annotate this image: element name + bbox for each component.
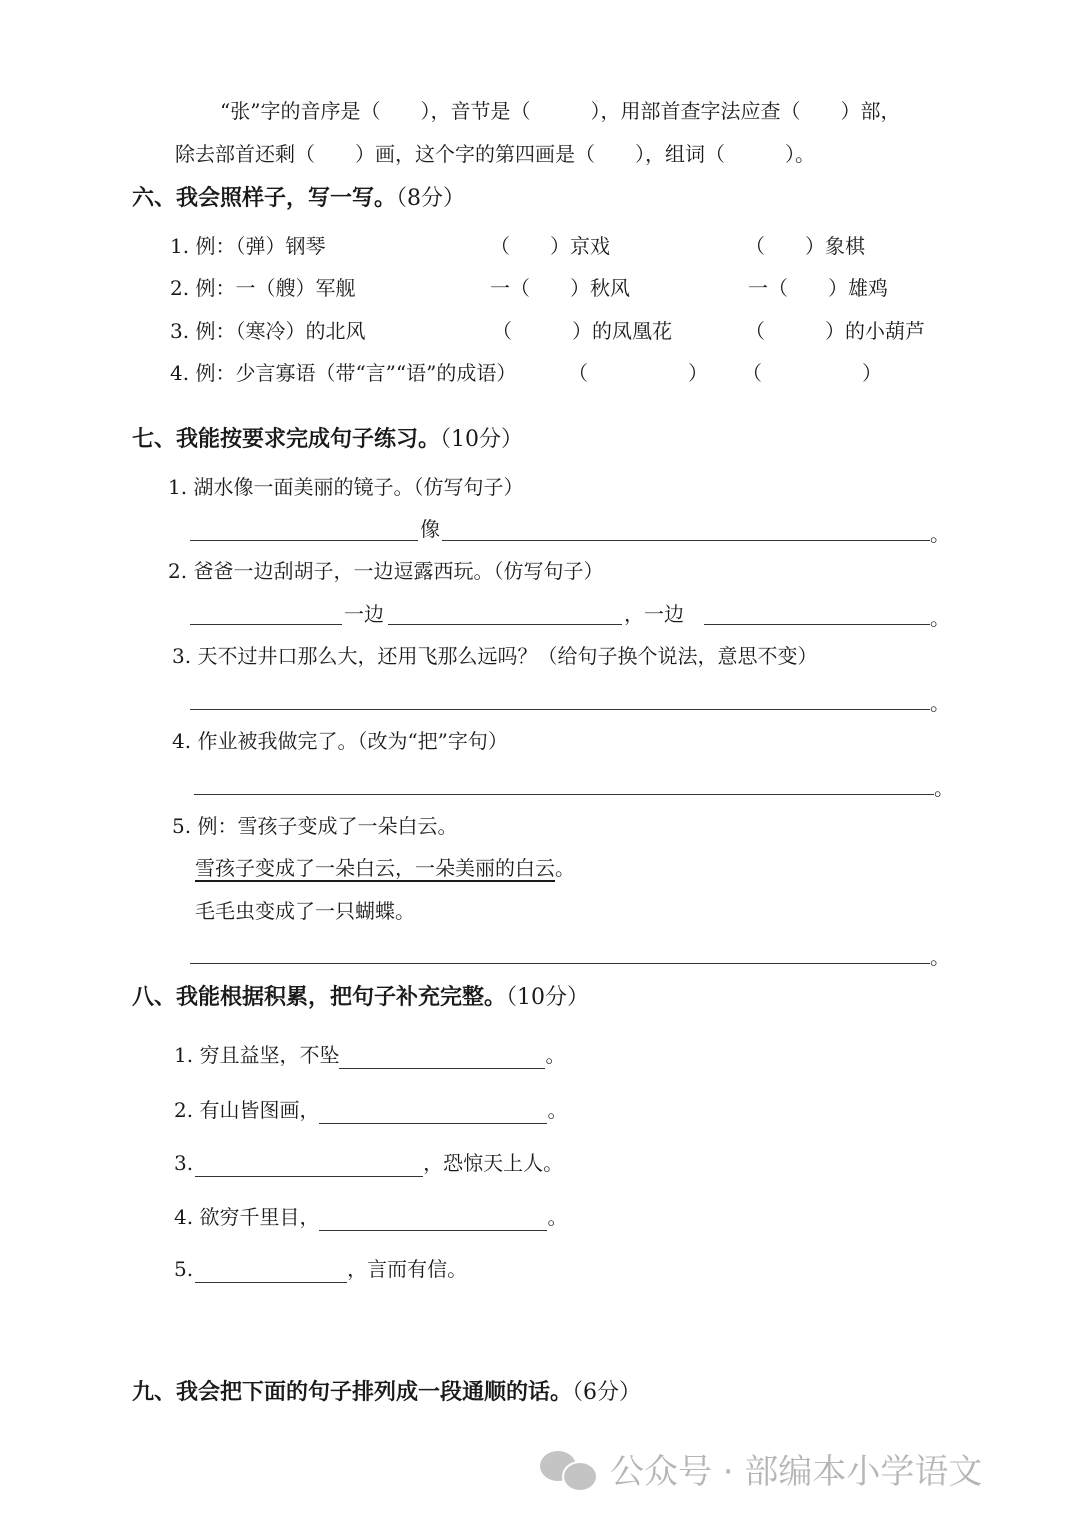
s7-q2-word-2: ，一边 [624, 602, 684, 626]
s7-q1-answer-line-b[interactable] [442, 540, 930, 541]
s8-q1 [174, 1041, 565, 1069]
s7-q3-period: 。 [930, 691, 950, 715]
s7-q2-period: 。 [930, 606, 950, 630]
s7-q5-example-text: 雪孩子变成了一朵白云，一朵美丽的白云 [195, 856, 555, 880]
s7-q4-prompt: 4. 作业被我做完了。（改为“把”字句） [172, 729, 508, 753]
s6-row3-example: 3. 例：（寒冷）的北风 [170, 319, 366, 343]
section-7-title: 七、我能按要求完成句子练习。 [132, 427, 441, 452]
section-6-score: （8分） [396, 186, 466, 211]
s8-q3 [174, 1149, 563, 1177]
s6-row3-blank-a[interactable]: （ ）的凤凰花 [492, 319, 672, 343]
s7-q3-prompt: 3. 天不过井口那么大，还用飞那么远吗？（给句子换个说法，意思不变） [172, 644, 818, 668]
s6-row2-example: 2. 例：一（艘）军舰 [170, 276, 356, 300]
s8-q4-blank[interactable] [319, 1208, 547, 1231]
s6-row4-example: 4. 例：少言寡语（带“言”“语”的成语） [170, 361, 517, 385]
s8-q1-prompt: 1. 穷且益坚，不坠 [174, 1043, 340, 1067]
s7-q5-period: 。 [930, 945, 950, 969]
intro-line-2: 除去部首还剩（ ）画，这个字的第四画是（ ），组词（ ）。 [175, 142, 815, 166]
s7-q1-period: 。 [930, 522, 950, 546]
s8-q2-prompt: 2. 有山皆图画， [174, 1098, 320, 1122]
s8-q3-number: 3. [174, 1151, 194, 1175]
s8-q4 [174, 1203, 567, 1231]
s7-q2-answer-line-b[interactable] [388, 624, 622, 625]
section-8-title: 八、我能根据积累，把句子补充完整。 [132, 985, 507, 1010]
s8-q4-period: 。 [547, 1205, 568, 1229]
s7-q5-example [195, 854, 575, 882]
s8-q4-prompt: 4. 欲穷千里目， [174, 1205, 320, 1229]
s8-q5-rest: ，言而有信。 [347, 1257, 468, 1281]
watermark [540, 1444, 982, 1493]
s7-q5-answer-line[interactable] [190, 963, 930, 964]
section-9-heading [132, 1378, 641, 1408]
s8-q2 [174, 1096, 567, 1124]
s7-q1-prompt: 1. 湖水像一面美丽的镜子。（仿写句子） [168, 475, 524, 499]
s7-q2-answer-line-c[interactable] [704, 624, 930, 625]
s8-q3-blank[interactable] [195, 1154, 423, 1177]
s7-q1-answer-line-a[interactable] [190, 540, 418, 541]
s7-q2-word-1: 一边 [344, 602, 384, 626]
section-6-heading [132, 184, 465, 214]
intro-line-1: “张”字的音序是（ ），音节是（ ），用部首查字法应查（ ）部， [220, 99, 901, 123]
s6-row1-blank-a[interactable]: （ ）京戏 [490, 234, 610, 258]
s6-row3-blank-b[interactable]: （ ）的小葫芦 [745, 319, 925, 343]
s8-q2-blank[interactable] [319, 1101, 547, 1124]
s7-q5-example-period: 。 [555, 856, 575, 880]
s7-q3-answer-line[interactable] [190, 709, 930, 710]
section-7-heading [132, 425, 523, 455]
s7-q5-prompt: 5. 例：雪孩子变成了一朵白云。 [172, 814, 458, 838]
s8-q3-rest: ，恐惊天上人。 [423, 1151, 564, 1175]
wechat-icon [540, 1447, 598, 1491]
s6-row1-blank-b[interactable]: （ ）象棋 [745, 234, 865, 258]
s8-q1-blank[interactable] [339, 1046, 545, 1069]
section-7-score: （10分） [440, 427, 524, 452]
s8-q1-period: 。 [545, 1043, 566, 1067]
s7-q1-word: 像 [420, 517, 440, 541]
s8-q2-period: 。 [547, 1098, 568, 1122]
watermark-text: 公众号 · 部编本小学语文 [610, 1452, 983, 1492]
section-9-score: （6分） [572, 1380, 642, 1405]
section-9-title: 九、我会把下面的句子排列成一段通顺的话。 [132, 1380, 573, 1405]
s8-q5-blank[interactable] [195, 1260, 347, 1283]
s6-row4-blank-a[interactable]: （ ） [568, 361, 708, 385]
s8-q5-number: 5. [174, 1257, 194, 1281]
s7-q2-prompt: 2. 爸爸一边刮胡子，一边逗露西玩。（仿写句子） [168, 559, 604, 583]
s8-q5 [174, 1255, 467, 1283]
s7-q4-period: 。 [934, 776, 954, 800]
section-8-score: （10分） [506, 985, 590, 1010]
s6-row2-blank-a[interactable]: 一（ ）秋风 [490, 276, 630, 300]
s6-row1-example: 1. 例：（弹）钢琴 [170, 234, 326, 258]
s7-q2-answer-line-a[interactable] [190, 624, 342, 625]
s6-row4-blank-b[interactable]: （ ） [742, 361, 882, 385]
s7-q4-answer-line[interactable] [194, 794, 934, 795]
s6-row2-blank-b[interactable]: 一（ ）雄鸡 [748, 276, 888, 300]
s7-q5-task: 毛毛虫变成了一只蝴蝶。 [195, 899, 415, 923]
section-8-heading [132, 983, 589, 1013]
section-6-title: 六、我会照样子，写一写。 [132, 186, 397, 211]
